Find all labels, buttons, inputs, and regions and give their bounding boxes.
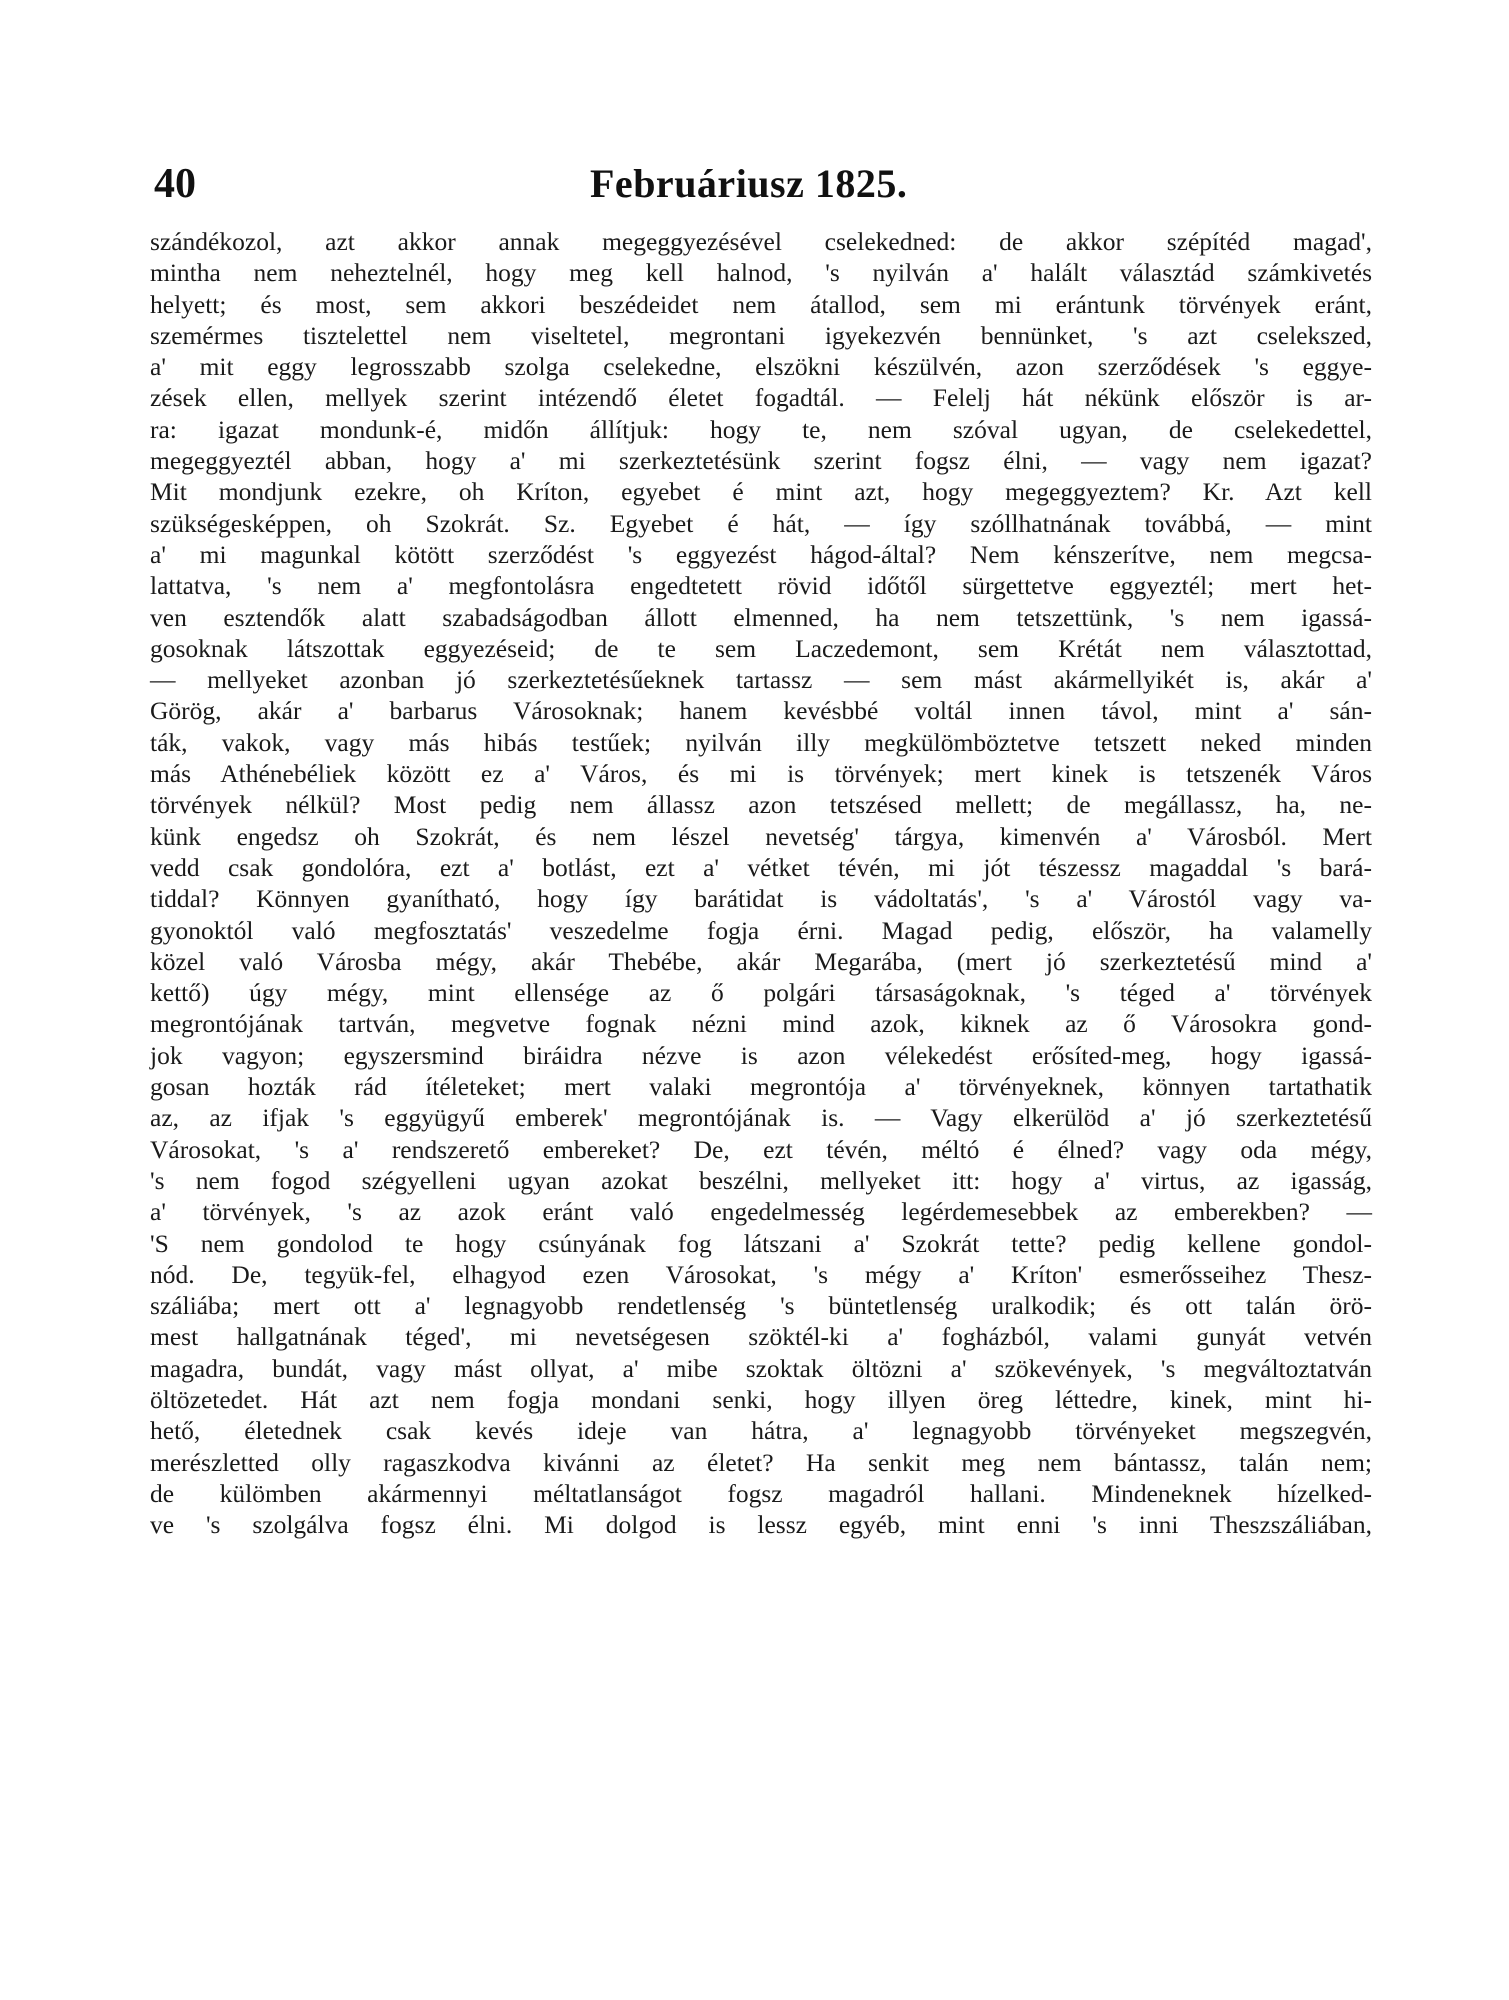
- text-line: de külömben akármennyi méltatlanságot fogsz magadról hallani. Mindeneknek hízelked-: [150, 1478, 1372, 1508]
- text-line: tiddal? Könnyen gyanítható, hogy így barátidat is vádoltatás', 's a' Várostól vagy va-: [150, 884, 1372, 914]
- text-line: Görög, akár a' barbarus Városoknak; hanem kevésbbé voltál innen távol, mint a' sán-: [150, 696, 1372, 726]
- text-line: Városokat, 's a' rendszerető embereket? De, ezt tévén, méltó é élned? vagy oda mégy,: [150, 1134, 1372, 1164]
- page-header: [150, 160, 1370, 220]
- text-line: a' mit eggy legrosszabb szolga cselekedne, elszökni készülvén, azon szerződések 's eggye-: [150, 352, 1372, 382]
- text-line: ve 's szolgálva fogsz élni. Mi dolgod is lessz egyéb, mint enni 's inni Theszszáliában,: [150, 1510, 1372, 1540]
- text-line: kettő) úgy mégy, mint ellensége az ő polgári társaságoknak, 's téged a' törvények: [150, 978, 1372, 1008]
- text-line: ra: igazat mondunk-é, midőn állítjuk: hogy te, nem szóval ugyan, de cselekedettel,: [150, 414, 1372, 444]
- text-line: magadra, bundát, vagy mást ollyat, a' mibe szoktak öltözni a' szökevények, 's megváltoztatván: [150, 1353, 1372, 1383]
- body-text: [150, 226, 1372, 1540]
- text-line: helyett; és most, sem akkori beszédeidet nem átallod, sem mi erántunk törvények eránt,: [150, 289, 1372, 319]
- page-number: 40: [154, 161, 196, 207]
- text-line: gyonoktól való megfosztatás' veszedelme fogja érni. Magad pedig, először, ha valamelly: [150, 915, 1372, 945]
- text-line: mest hallgatnának téged', mi nevetségesen szöktél-ki a' fogházból, valami gunyát vetvén: [150, 1322, 1372, 1352]
- text-line: a' mi magunkal kötött szerződést 's eggyezést hágod-által? Nem kénszerítve, nem megcsa-: [150, 539, 1372, 569]
- text-line: megrontójának tartván, megvetve fognak nézni mind azok, kiknek az ő Városokra gond-: [150, 1009, 1372, 1039]
- text-line: törvények nélkül? Most pedig nem állassz azon tetszésed mellett; de megállassz, ha, ne-: [150, 790, 1372, 820]
- text-line: vedd csak gondolóra, ezt a' botlást, ezt a' vétket tévén, mi jót tészessz magaddal 's bará-: [150, 852, 1372, 882]
- text-line: ták, vakok, vagy más hibás testűek; nyilván illy megkülömböztetve tetszett neked minden: [150, 727, 1372, 757]
- text-line: megeggyeztél abban, hogy a' mi szerkeztetésünk szerint fogsz élni, — vagy nem igazat?: [150, 446, 1372, 476]
- text-line: merészletted olly ragaszkodva kivánni az életet? Ha senkit meg nem bántassz, talán nem;: [150, 1447, 1372, 1477]
- text-line: szükségesképpen, oh Szokrát. Sz. Egyebet é hát, — így szóllhatnának továbbá, — mint: [150, 508, 1372, 538]
- text-line: ven esztendők alatt szabadságodban állott elmenned, ha nem tetszettünk, 's nem igassá-: [150, 602, 1372, 632]
- text-line: más Athénebéliek között ez a' Város, és mi is törvények; mert kinek is tetszenék Város: [150, 759, 1372, 789]
- text-line: az, az ifjak 's eggyügyű emberek' megrontójának is. — Vagy elkerülöd a' jó szerkeztetésű: [150, 1103, 1372, 1133]
- text-line: 's nem fogod szégyelleni ugyan azokat beszélni, mellyeket itt: hogy a' virtus, az igasság,: [150, 1165, 1372, 1195]
- text-line: mintha nem neheztelnél, hogy meg kell halnod, 's nyilván a' halált választád számkivetés: [150, 258, 1372, 288]
- text-line: hető, életednek csak kevés ideje van hátra, a' legnagyobb törvényeket megszegvén,: [150, 1416, 1372, 1446]
- text-line: gosoknak látszottak eggyezéseid; de te sem Laczedemont, sem Krétát nem választottad,: [150, 633, 1372, 663]
- text-line: Mit mondjunk ezekre, oh Kríton, egyebet é mint azt, hogy megeggyeztem? Kr. Azt kell: [150, 477, 1372, 507]
- text-line: száliába; mert ott a' legnagyobb rendetlenség 's büntetlenség uralkodik; és ott talán örö-: [150, 1291, 1372, 1321]
- text-line: lattatva, 's nem a' megfontolásra engedtetett rövid időtől sürgettetve eggyeztél; mert het-: [150, 571, 1372, 601]
- text-line: nód. De, tegyük-fel, elhagyod ezen Városokat, 's mégy a' Kríton' esmerősseihez Thesz-: [150, 1259, 1372, 1289]
- text-line: jok vagyon; egyszersmind biráidra nézve is azon vélekedést erősíted-meg, hogy igassá-: [150, 1040, 1372, 1070]
- text-line: künk engedsz oh Szokrát, és nem lészel nevetség' tárgya, kimenvén a' Városból. Mert: [150, 821, 1372, 851]
- text-line: közel való Városba mégy, akár Thebébe, akár Megarába, (mert jó szerkeztetésű mind a': [150, 946, 1372, 976]
- text-line: öltözetedet. Hát azt nem fogja mondani senki, hogy illyen öreg léttedre, kinek, mint hi-: [150, 1384, 1372, 1414]
- text-line: a' törvények, 's az azok eránt való engedelmesség legérdemesebbek az emberekben? —: [150, 1197, 1372, 1227]
- running-head: Februáriusz 1825.: [590, 161, 908, 206]
- text-line: gosan hozták rád ítéleteket; mert valaki megrontója a' törvényeknek, könnyen tartathatik: [150, 1072, 1372, 1102]
- text-line: 'S nem gondolod te hogy csúnyának fog látszani a' Szokrát tette? pedig kellene gondol-: [150, 1228, 1372, 1258]
- text-line: — mellyeket azonban jó szerkeztetésűeknek tartassz — sem mást akármellyikét is, akár a': [150, 665, 1372, 695]
- text-line: zések ellen, mellyek szerint intézendő életet fogadtál. — Felelj hát nékünk először is ar-: [150, 383, 1372, 413]
- text-line: szándékozol, azt akkor annak megeggyezésével cselekedned: de akkor szépítéd magad',: [150, 227, 1372, 256]
- text-line: szemérmes tisztelettel nem viseltetel, megrontani igyekezvén bennünket, 's azt cselekszed,: [150, 320, 1372, 350]
